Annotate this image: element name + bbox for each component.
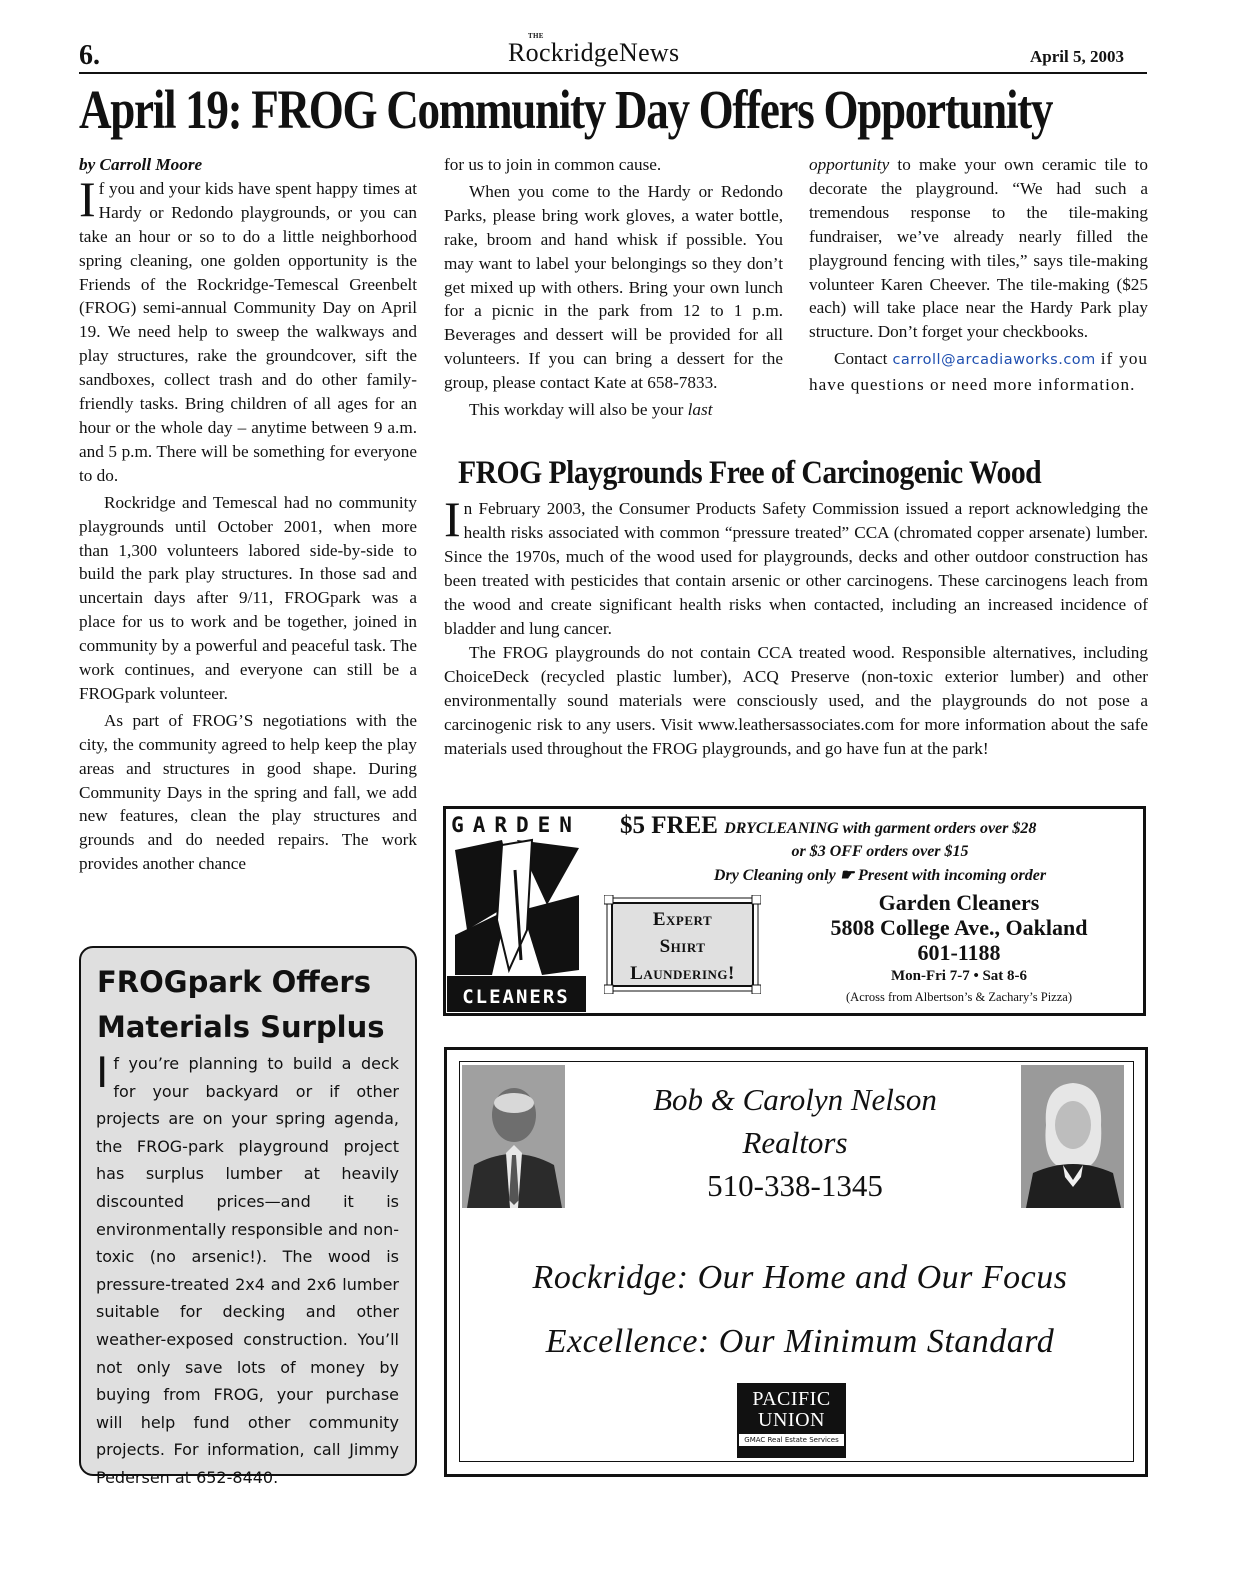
realtor-taglines	[470, 1246, 1130, 1374]
badge-line: Expert	[652, 909, 713, 930]
brand-line: UNION	[758, 1409, 825, 1431]
article-paragraph	[79, 170, 417, 488]
business-location-note: (Across from Albertson’s & Zachary’s Pizza)	[846, 990, 1072, 1004]
cleaners-contact	[775, 890, 1143, 965]
article-paragraph	[444, 398, 783, 422]
drop-cap: I	[79, 170, 96, 227]
paragraph-text: n February 2003, the Consumer Products Safety Commission issued a report acknowledging the health risks associated with common “pressure treated” CCA (chromated copper arsenate) lumber. Since the 1970s, much of the wood used for playgrounds, decks and other outdoor construction has been treated with pesticides that contain arsenic or other carcinogens. These carcinogens leach from the wood and create significant health risks when contacted, including an increased incidence of bladder and lung cancer.	[444, 499, 1148, 638]
badge-line: Laundering!	[630, 963, 735, 984]
brand-subtitle: GMAC Real Estate Services	[739, 1434, 844, 1446]
brand-line: PACIFIC	[752, 1388, 831, 1410]
offer-big: $5 FREE	[620, 812, 718, 839]
offer-small: DRYCLEANING with garment orders over $28	[724, 820, 1037, 837]
article-paragraph: Rockridge and Temescal had no community playgrounds until October 2001, when more than 1,300 volunteers labored side-by-side to build the park play structures. In those sad and uncertain days after 9/11, FROGpark was a place for us to work and be together, joined in community by a powerful and peaceful task. The work continues, and everyone can still be a FROGpark volunteer.	[79, 492, 417, 703]
paragraph-text: to make your own ceramic tile to decorate the playground. “We had such a tremendous response to the tile-making fundraiser, we’ve already nearly filled the playground fencing with tiles,” says tile-making volunteer Karen Cheever. The tile-making ($25 each) will take place near the Hardy Park play structure. Don’t forget your checkbooks.	[809, 155, 1148, 342]
page-number: 6.	[79, 40, 100, 71]
article-paragraph: The FROG playgrounds do not contain CCA treated wood. Responsible alternatives, including ChoiceDeck (recycled plastic lumber), ACQ Preserve (non-toxic exterior lumber) and other environmentally sound materials were consciously used, and the playgrounds do not pose a carcinogenic risk to any users. Visit www.leathersassociates.com for more information about the safe materials used throughout the FROG playgrounds, and go have fun at the park!	[444, 643, 1148, 759]
realtor-phone: 510-338-1345	[707, 1168, 883, 1203]
offer-line	[620, 812, 1140, 840]
realtor-title: Realtors	[742, 1125, 848, 1160]
article-paragraph: When you come to the Hardy or Redondo Parks, please bring work gloves, a water bottle, rake, broom and hand whisk if possible. You may want to label your belongings so they don’t get mixed up with others. Bring your own lunch for a picnic in the park from 12 to 1 p.m. Beverages and dessert will be provided for all volunteers. If you can bring a dessert for the group, please contact Kate at 658-7833.	[444, 181, 783, 393]
paragraph-text: Contact	[834, 349, 888, 369]
article-2-headline: FROG Playgrounds Free of Carcinogenic Wood	[458, 455, 1042, 491]
article-column-2	[444, 153, 783, 422]
byline: by Carroll Moore	[79, 155, 203, 174]
paragraph-text: This workday will also be your	[469, 400, 684, 420]
drop-cap: I	[96, 1048, 109, 1097]
issue-date: April 5, 2003	[1030, 47, 1124, 66]
badge-line: Shirt	[659, 936, 706, 957]
logo-top-text: GARDEN	[451, 813, 581, 837]
tagline: Excellence: Our Minimum Standard	[545, 1323, 1055, 1360]
article-2-body	[444, 491, 1148, 761]
sidebar-title-line: Materials Surplus	[97, 1010, 385, 1044]
main-headline: April 19: FROG Community Day Offers Opportunity	[79, 79, 1053, 140]
italic-text: opportunity	[809, 155, 890, 174]
business-phone: 601-1188	[917, 940, 1001, 965]
pacific-union-logo	[737, 1383, 846, 1458]
sidebar-title-line: FROGpark Offers	[97, 965, 371, 999]
logo-text: RockridgeNews	[508, 38, 680, 67]
drop-cap: I	[444, 491, 461, 547]
business-hours: Mon-Fri 7-7 • Sat 8-6	[890, 968, 1028, 984]
article-paragraph: for us to join in common cause.	[444, 155, 662, 174]
carolyn-nelson-photo	[1021, 1065, 1124, 1208]
sidebar-title	[97, 960, 407, 1050]
article-paragraph	[809, 153, 1148, 344]
realtor-names: Bob & Carolyn Nelson	[653, 1082, 937, 1117]
contact-email-link[interactable]: carroll@arcadiaworks.com	[892, 352, 1096, 369]
tagline: Rockridge: Our Home and Our Focus	[532, 1259, 1068, 1296]
article-column-1	[79, 153, 417, 876]
offer-line-3: Dry Cleaning only ☛ Present with incoming order	[713, 867, 1047, 884]
business-name: Garden Cleaners	[878, 890, 1040, 915]
article-paragraph	[809, 347, 1148, 397]
bob-nelson-photo	[462, 1065, 565, 1208]
offer-line-2: or $3 OFF orders over $15	[791, 843, 969, 860]
sidebar-text: f you’re planning to build a deck for your backyard or if other projects are on your spring agenda, the FROG-park playground project has surplus lumber at heavily discounted prices—and it is environmentally responsible and non-toxic (no arsenic!). The wood is pressure-treated 2x4 and 2x6 lumber suitable for decking and other weather-exposed construction. You’ll not only save lots of money by buying from FROG, your purchase will help fund other community projects. For information, call Jimmy Pedersen at 652-8440.	[96, 1054, 399, 1487]
header-rule	[79, 72, 1147, 74]
paragraph-text: if you have questions or need more information.	[809, 349, 1149, 395]
logo-bottom-text: CLEANERS	[462, 986, 570, 1008]
badge-text	[604, 906, 761, 987]
article-paragraph: As part of FROG’S negotiations with the city, the community agreed to help keep the play areas and structures in good shape. During Community Days in the spring and fall, we add new features, clean the play structures and grounds and do needed repairs. The work provides another chance	[79, 710, 417, 874]
article-paragraph	[444, 491, 1148, 640]
paragraph-text: f you and your kids have spent happy times at Hardy or Redondo playgrounds, or you can take an hour or so to do a little neighborhood spring cleaning, one golden opportunity is the Friends of the Rockridge-Temescal Greenbelt (FROG) semi-annual Community Day on April 19. We need help to sweep the walkways and play structures, rake the groundcover, sift the sandboxes, collect trash and do other family-friendly tasks. Bring children of all ages for an hour or the whole day – anytime between 9 a.m. and 5 p.m. There will be something for everyone to do.	[79, 178, 417, 485]
business-address: 5808 College Ave., Oakland	[830, 915, 1088, 940]
article-column-3	[809, 153, 1148, 397]
realtor-info	[590, 1078, 1000, 1207]
logo-the: THE	[528, 32, 544, 40]
sidebar-body	[96, 1050, 399, 1492]
garden-cleaners-logo	[447, 810, 586, 1012]
newspaper-logo	[508, 32, 680, 68]
italic-text: last	[687, 400, 713, 420]
